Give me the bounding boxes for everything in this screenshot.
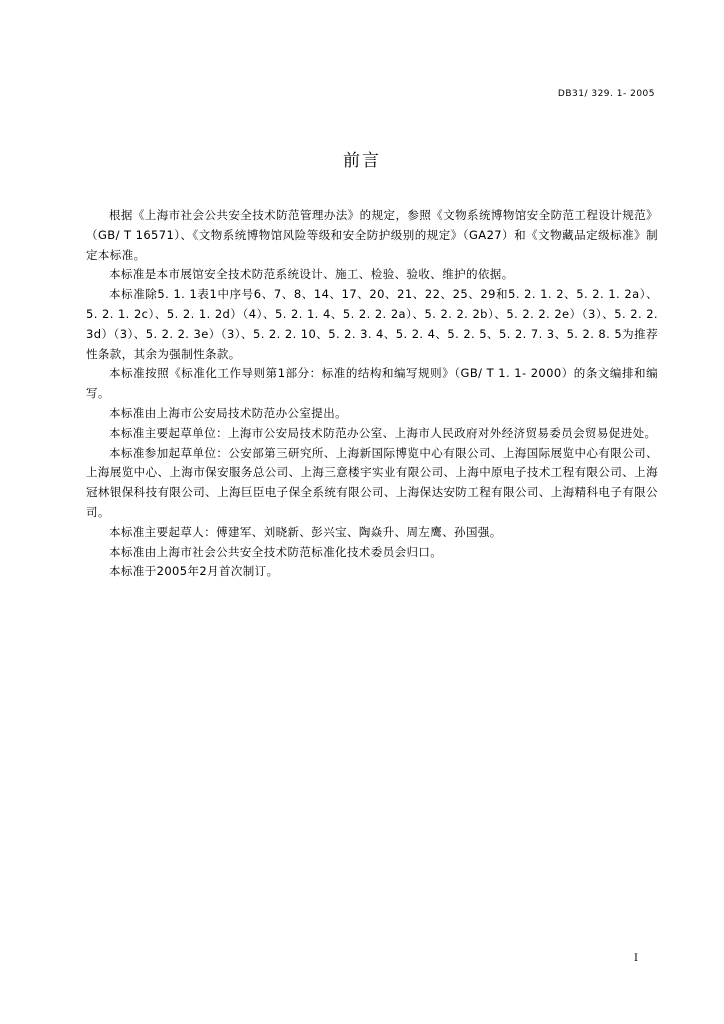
paragraph-first-issue: 本标准于2005年2月首次制订。 [109, 564, 279, 579]
page-title: 前言 [343, 151, 381, 171]
page-number: I [634, 953, 638, 964]
document-code: DB31/ 329. 1- 2005 [557, 89, 655, 99]
paragraph-administration: 本标准由上海市社会公共安全技术防范标准化技术委员会归口。 [109, 544, 443, 559]
paragraph-drafting-rules: 本标准按照《标准化工作导则第1部分：标准的结构和编写规则》（GB/ T 1. 1- 2000）的条文编排和编写。 [86, 366, 658, 401]
paragraph-purpose: 本标准是本市展馆安全技术防范系统设计、施工、检验、验收、维护的依据。 [109, 267, 514, 282]
paragraph-basis: 根据《上海市社会公共安全技术防范管理办法》的规定，参照《文物系统博物馆安全防范工程设计规范》（GB/ T 16571）、《文物系统博物馆风险等级和安全防护级别的规定》（GA27）和《文物藏品定级标准》制定本标准。 [86, 208, 658, 262]
paragraph-proposer: 本标准由上海市公安局技术防范办公室提出。 [109, 405, 347, 420]
paragraph-main-drafters: 本标准主要起草单位：上海市公安局技术防范办公室、上海市人民政府对外经济贸易委员会贸易促进处。 [109, 425, 657, 440]
paragraph-recommended-clauses: 本标准除5. 1. 1表1中序号6、7、8、14、17、20、21、22、25、29和5. 2. 1. 2、5. 2. 1. 2a）、5. 2. 1. 2c）、5. 2. 1. 2d）（4）、5. 2. 1. 4、5. 2. 2. 2a）、5. 2. 2. 2b）、5. 2. 2. 2e）（3）、5. 2. 2. 3d）（3）、5. 2. 2. 3e）（3）、5. 2. 2. 10、5. 2. 3. 4、5. 2. 4、5. 2. 5、5. 2. 7. 3、5. 2. 8. 5为推荐性条款，其余为强制性条款。 [86, 287, 658, 361]
paragraph-drafting-persons: 本标准主要起草人：傅建军、刘晓新、彭兴宝、陶焱升、周左鹰、孙国强。 [109, 524, 502, 539]
paragraph-participating-drafters: 本标准参加起草单位：公安部第三研究所、上海新国际博览中心有限公司、上海国际展览中心有限公司、上海展览中心、上海市保安服务总公司、上海三意楼宇实业有限公司、上海中原电子技术工程有限公司、上海冠林银保科技有限公司、上海巨臣电子保全系统有限公司、上海保达安防工程有限公司、上海精科电子有限公司。 [86, 445, 658, 519]
preface-body [86, 206, 658, 582]
